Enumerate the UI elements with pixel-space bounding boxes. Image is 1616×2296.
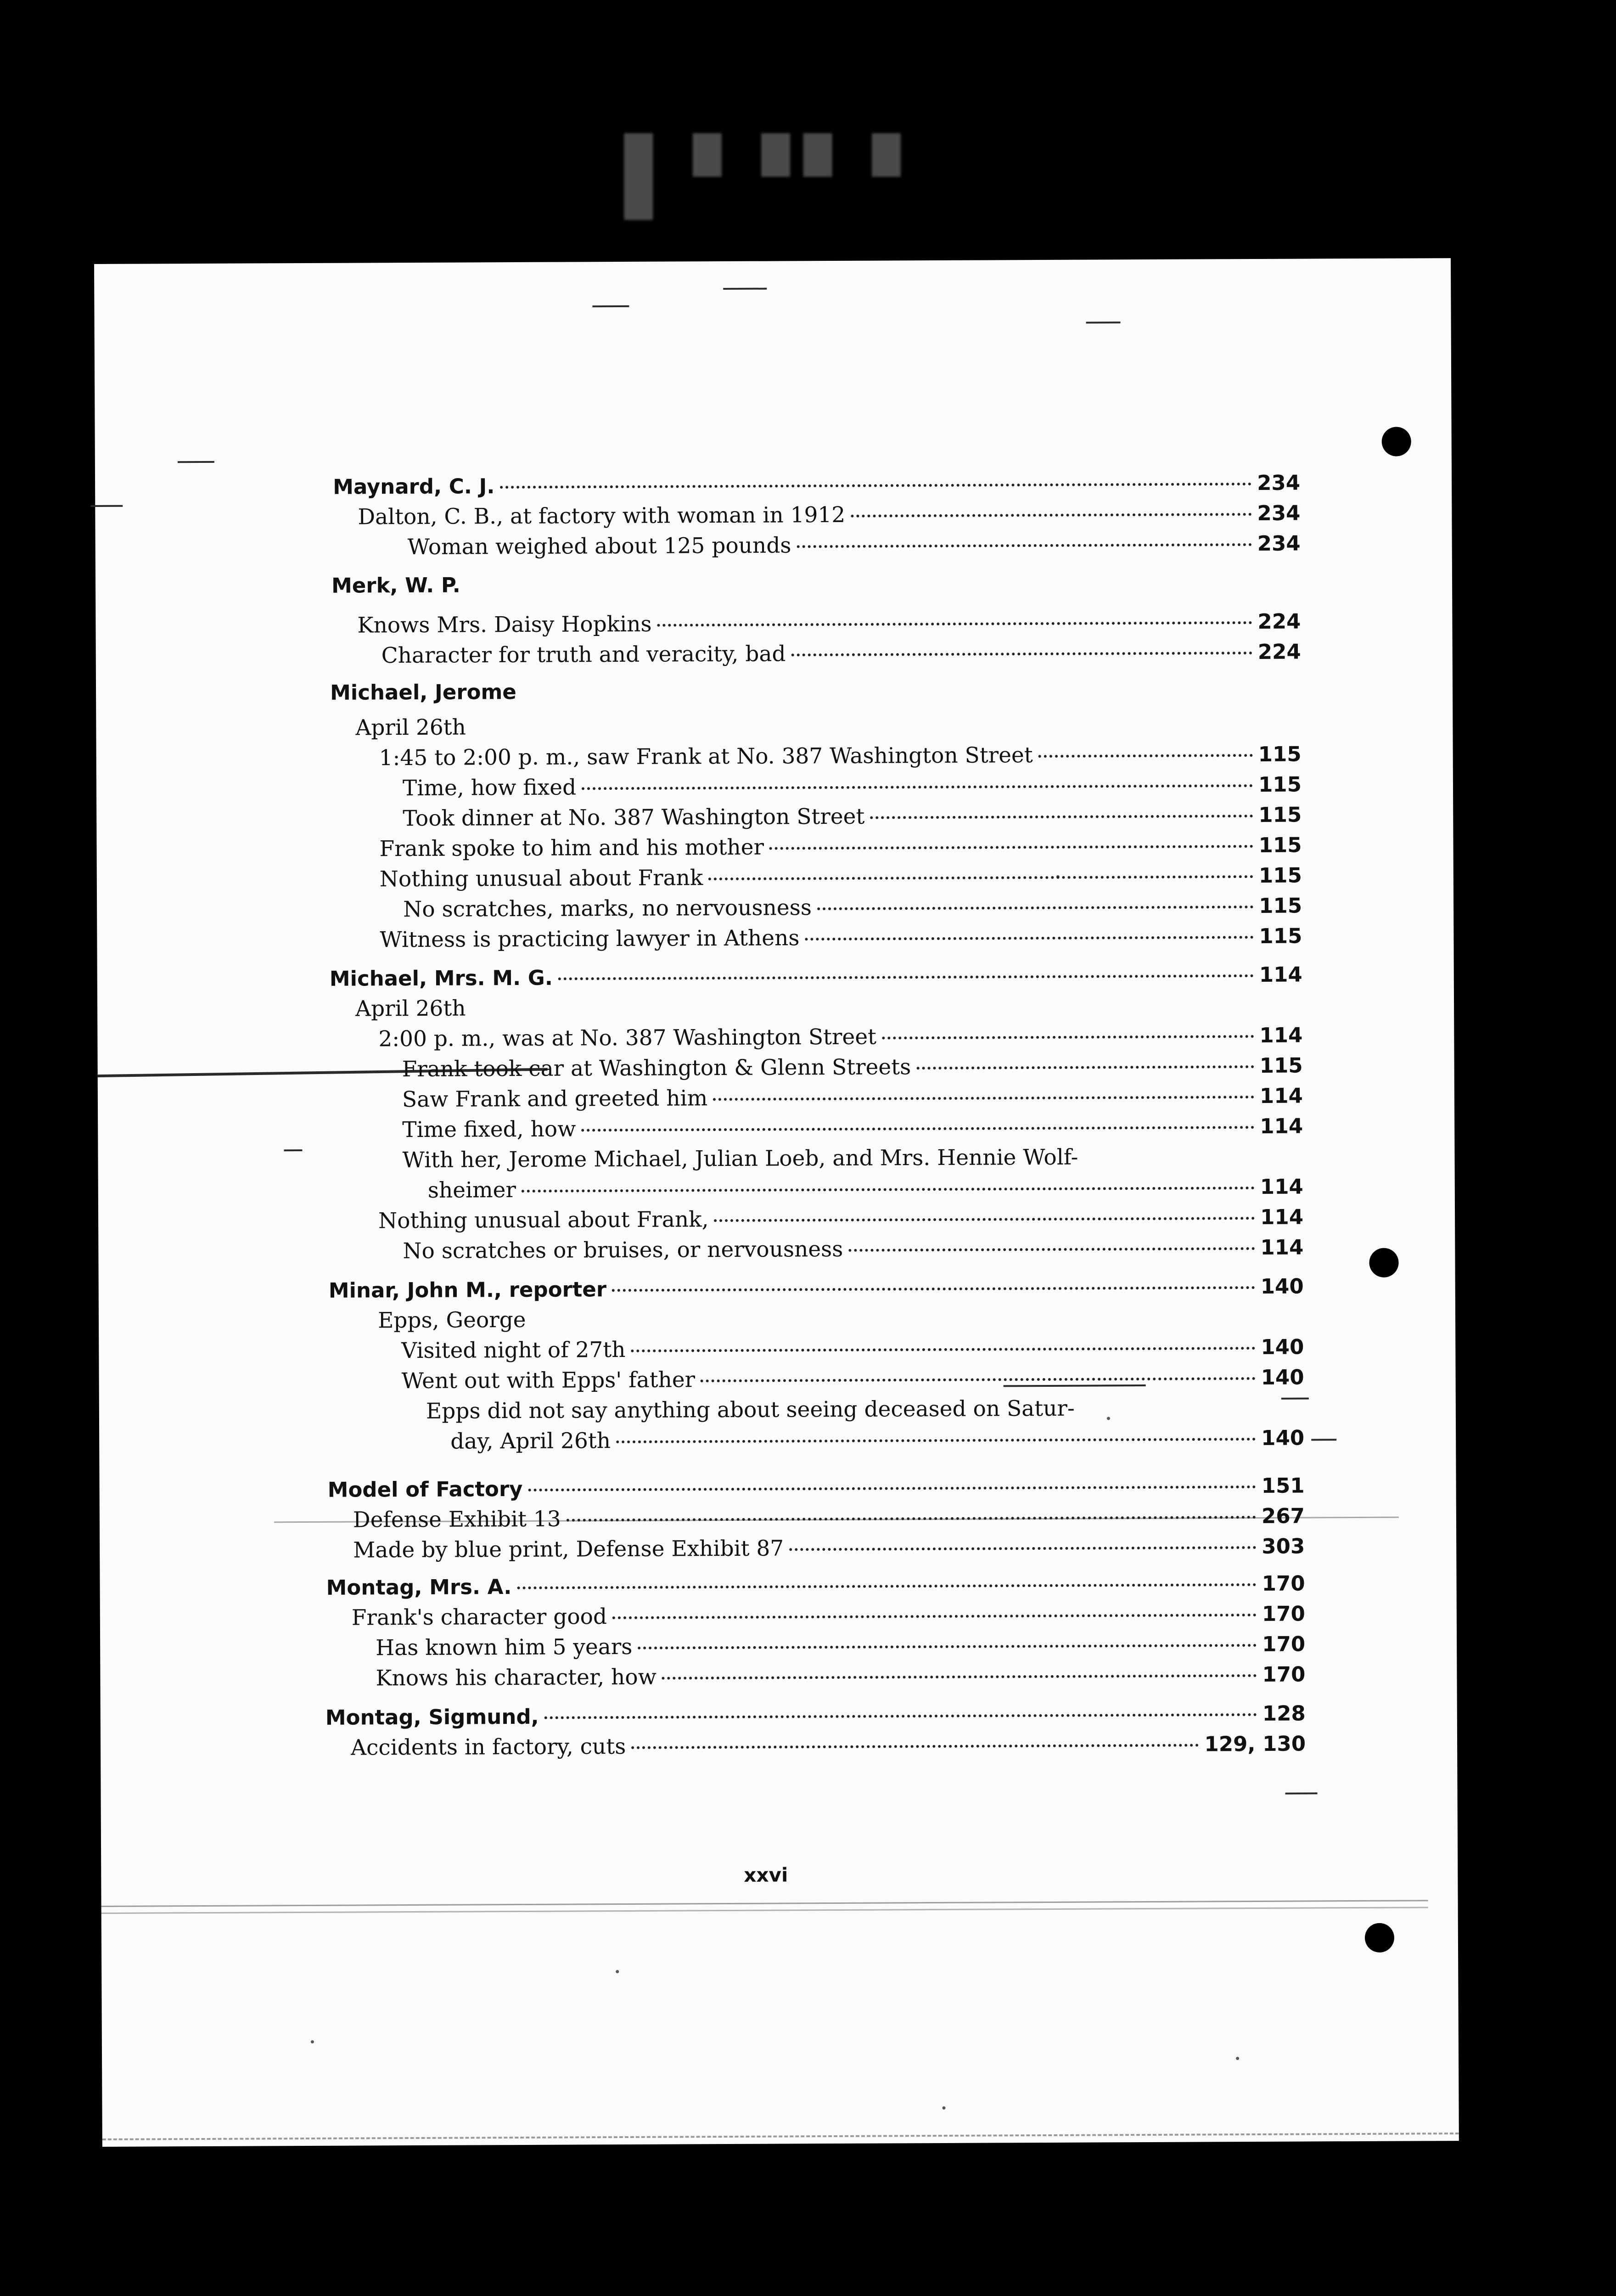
dot-leader	[638, 1644, 1257, 1649]
dot-leader	[558, 974, 1254, 980]
page-reference: 170	[1262, 1601, 1305, 1626]
dot-leader	[791, 652, 1252, 656]
page-reference: 170	[1262, 1632, 1306, 1656]
dot-leader	[708, 875, 1253, 880]
entry-text: Maynard, C. J.	[333, 474, 495, 499]
index-entry	[351, 1729, 1306, 1763]
index-entry	[333, 468, 1300, 502]
entry-text: Michael, Mrs. M. G.	[329, 965, 553, 991]
index-entry	[379, 830, 1302, 865]
page-reference: 114	[1260, 1114, 1303, 1138]
dot-leader	[522, 1187, 1255, 1193]
dot-leader	[848, 1247, 1255, 1252]
index-entry	[378, 1302, 1304, 1336]
page-reference: 170	[1262, 1662, 1306, 1687]
page-reference: 267	[1261, 1503, 1305, 1528]
index-entry	[380, 861, 1302, 895]
page-number: xxvi	[744, 1863, 788, 1886]
index-entry	[378, 1020, 1302, 1055]
page-reference: 234	[1257, 501, 1301, 525]
index-entry	[352, 1599, 1305, 1633]
dot-leader	[631, 1347, 1255, 1352]
dot-leader	[713, 1096, 1254, 1101]
index-entry	[403, 770, 1302, 804]
dot-leader	[701, 1377, 1256, 1382]
index-entry	[402, 1142, 1303, 1176]
entry-text: No scratches or bruises, or nervousness	[403, 1236, 843, 1264]
index-entry	[408, 529, 1301, 563]
dot-leader	[851, 513, 1251, 518]
index-entry	[355, 990, 1302, 1024]
entry-text: 2:00 p. m., was at No. 387 Washington Street	[378, 1024, 877, 1052]
dot-leader	[612, 1286, 1255, 1292]
index-entry	[329, 1272, 1304, 1306]
entry-text: Defense Exhibit 13	[353, 1506, 561, 1533]
entry-text: No scratches, marks, no nervousness	[403, 895, 812, 923]
dot-leader	[805, 936, 1253, 940]
dot-leader	[657, 621, 1252, 627]
page-reference: 151	[1261, 1473, 1305, 1498]
page-reference: 115	[1258, 772, 1302, 797]
entry-text: Woman weighed about 125 pounds	[407, 533, 791, 560]
dot-leader	[789, 1546, 1256, 1551]
index-entry	[330, 674, 1301, 708]
page-reference: 115	[1259, 923, 1302, 948]
page-reference: 114	[1259, 1083, 1303, 1108]
page-reference: 234	[1257, 531, 1301, 556]
index-entry	[325, 1699, 1306, 1733]
page-reference: 129, 130	[1204, 1731, 1306, 1756]
index-entry	[379, 739, 1302, 774]
dot-leader	[500, 483, 1251, 489]
index-entry	[355, 709, 1301, 743]
dot-leader	[631, 1744, 1199, 1749]
page-reference: 115	[1259, 1053, 1303, 1078]
entry-text: With her, Jerome Michael, Julian Loeb, and Mrs. Hennie Wolf-	[402, 1144, 1078, 1173]
page-reference: 140	[1261, 1334, 1304, 1359]
cropped-header-scrap: █ █ ██ █ █	[624, 133, 915, 219]
dot-leader	[612, 1614, 1257, 1619]
index-entry	[403, 891, 1302, 925]
dot-leader	[567, 1516, 1256, 1522]
entry-text: sheimer	[427, 1177, 516, 1203]
entry-text: Saw Frank and greeted him	[402, 1086, 708, 1113]
page-reference: 115	[1258, 863, 1302, 888]
entry-text: Nothing unusual about Frank,	[378, 1207, 709, 1234]
entry-text: Epps did not say anything about seeing deceased on Satur-	[426, 1396, 1075, 1424]
entry-text: Made by blue print, Defense Exhibit 87	[353, 1536, 784, 1563]
index-entry	[353, 1501, 1305, 1536]
entry-text: Went out with Epps' father	[401, 1367, 696, 1394]
entry-text: Montag, Sigmund,	[325, 1704, 539, 1730]
page-reference: 303	[1262, 1534, 1305, 1559]
dot-leader	[582, 784, 1253, 790]
dot-leader	[528, 1486, 1256, 1491]
entry-text: Accidents in factory, cuts	[350, 1733, 626, 1761]
page-reference: 115	[1258, 742, 1302, 766]
entry-text: Frank's character good	[351, 1604, 607, 1631]
dot-leader	[544, 1713, 1257, 1719]
index-entry	[331, 567, 1301, 601]
index-entry	[428, 1172, 1303, 1206]
index-entry	[403, 800, 1302, 834]
dot-leader	[616, 1438, 1256, 1443]
dot-leader	[882, 1035, 1254, 1040]
index-entry	[376, 1660, 1305, 1694]
entry-text: day, April 26th	[450, 1428, 611, 1454]
entry-text: Michael, Jerome	[330, 679, 516, 705]
page-reference: 114	[1259, 1023, 1303, 1047]
index-entry	[376, 1629, 1305, 1664]
index-entry	[402, 1051, 1303, 1085]
index-entry	[357, 607, 1301, 641]
dot-leader	[662, 1674, 1257, 1680]
dot-leader	[581, 1126, 1254, 1131]
index-entry	[401, 1332, 1304, 1367]
dot-leader	[817, 906, 1253, 910]
dot-leader	[1038, 754, 1253, 758]
entry-text: Has known him 5 years	[376, 1634, 633, 1661]
entry-text: Witness is practicing lawyer in Athens	[380, 925, 800, 953]
entry-text: Merk, W. P.	[331, 573, 460, 598]
entry-text: Frank spoke to him and his mother	[379, 834, 764, 862]
entry-text: April 26th	[355, 715, 466, 741]
entry-text: Minar, John M., reporter	[328, 1277, 607, 1303]
page-reference: 140	[1261, 1365, 1304, 1390]
page-reference: 224	[1257, 639, 1301, 664]
entry-text: Time, how fixed	[402, 775, 577, 801]
entry-text: April 26th	[355, 996, 466, 1022]
index-page	[94, 258, 1459, 2147]
page-reference: 140	[1260, 1274, 1304, 1299]
index-entry	[403, 1232, 1303, 1267]
index-entry	[426, 1393, 1304, 1427]
dot-leader	[714, 1217, 1255, 1222]
page-reference: 234	[1257, 470, 1301, 495]
index-entry	[382, 637, 1301, 671]
dot-leader	[916, 1065, 1254, 1069]
index-entry	[450, 1423, 1304, 1457]
entry-text: Knows his character, how	[376, 1664, 656, 1691]
entry-text: Montag, Mrs. A.	[326, 1575, 512, 1600]
entry-text: Epps, George	[377, 1307, 526, 1334]
entry-text: Took dinner at No. 387 Washington Street	[403, 804, 865, 832]
page-reference: 224	[1257, 609, 1301, 634]
entry-text: Visited night of 27th	[401, 1337, 626, 1364]
entry-text: Time fixed, how	[402, 1116, 576, 1143]
page-reference: 115	[1259, 893, 1302, 918]
index-entry	[358, 498, 1300, 533]
entry-text: Dalton, C. B., at factory with woman in 1912	[358, 502, 846, 530]
entry-text: Knows Mrs. Daisy Hopkins	[357, 611, 652, 638]
dot-leader	[797, 543, 1251, 548]
page-reference: 114	[1259, 962, 1302, 987]
page-reference: 170	[1262, 1571, 1305, 1596]
page-reference: 115	[1258, 802, 1302, 827]
page-reference: 115	[1258, 833, 1302, 857]
page-reference: 114	[1260, 1235, 1304, 1260]
index-entry	[402, 1111, 1303, 1146]
index-entry	[380, 921, 1302, 956]
entry-text: Model of Factory	[327, 1476, 523, 1502]
dot-leader	[870, 815, 1253, 819]
entry-text: Nothing unusual about Frank	[379, 865, 703, 892]
index-entry	[353, 1531, 1305, 1566]
index-entry	[378, 1202, 1303, 1237]
entry-text: Character for truth and veracity, bad	[381, 641, 786, 669]
page-reference: 114	[1260, 1174, 1303, 1199]
entry-text: Frank took car at Washington & Glenn Streets	[402, 1054, 911, 1082]
index-entry	[328, 1471, 1305, 1505]
entry-text: 1:45 to 2:00 p. m., saw Frank at No. 387 Washington Street	[379, 743, 1033, 771]
dot-leader	[517, 1583, 1256, 1589]
dot-leader	[769, 845, 1253, 850]
index-entry	[326, 1569, 1305, 1603]
index-entry	[330, 960, 1302, 994]
index-entry	[402, 1081, 1303, 1115]
page-reference: 114	[1260, 1204, 1304, 1229]
page-reference: 128	[1262, 1701, 1306, 1726]
index-entry	[401, 1362, 1304, 1397]
page-reference: 140	[1261, 1425, 1305, 1450]
